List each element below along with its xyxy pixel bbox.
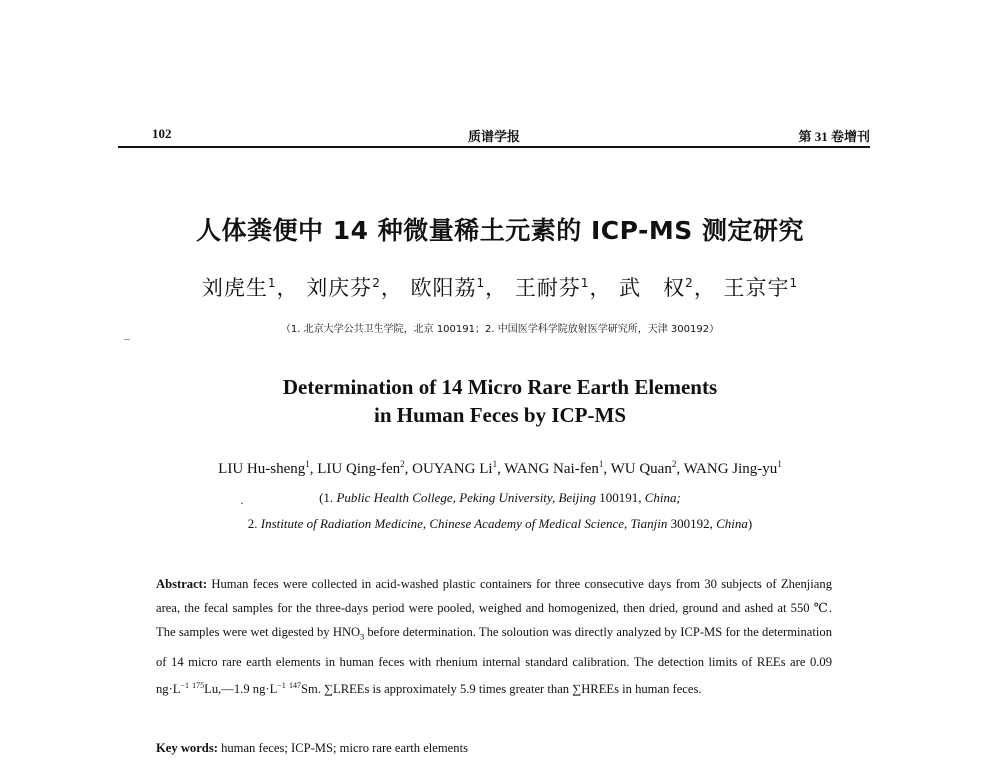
abstract-text: Lu,—1.9 ng·L xyxy=(204,681,278,696)
english-title-line-1: Determination of 14 Micro Rare Earth Elements xyxy=(282,375,718,399)
author-affiliation-mark: 2 xyxy=(685,276,694,290)
author-affiliation-mark: 1 xyxy=(580,276,590,290)
author-name: WU Quan xyxy=(610,461,672,477)
volume-info: 第 31 卷增刊 xyxy=(798,129,870,144)
author-affiliation-mark: 1 xyxy=(267,276,277,290)
author-affiliation-mark: 1 xyxy=(789,276,799,290)
abstract xyxy=(156,572,832,701)
author-name: LIU Qing-fen xyxy=(317,461,401,477)
chinese-authors: 刘虎生$^1$， 刘庆芬$^2$， 欧阳荔$^1$， 王耐芬$^1$， 武 权$^2$， 王京宇$^1$ xyxy=(201,276,799,300)
page-number: 102 xyxy=(152,126,172,141)
abstract-text: Human feces were collected in acid-washed plastic containers for three consecutive days from 30 subjects of Zhenjiang area, the fecal samples for the three-days period were pooled, weighed and homogenized, then dried, ground and ashed at 550 ℃. The samples were wet digested by HNO xyxy=(156,577,832,639)
english-title-line-2: in Human Feces by ICP-MS xyxy=(374,403,626,427)
superscript: −1 xyxy=(277,680,286,690)
author-name: 欧阳荔 xyxy=(410,276,477,300)
author-name: 王京宇 xyxy=(723,276,790,300)
author-affiliation-mark: 1 xyxy=(777,459,782,469)
keywords xyxy=(156,741,832,756)
isotope-mass: 147 xyxy=(288,680,301,690)
keywords-label: Key words: xyxy=(156,741,218,755)
english-affiliation-2 xyxy=(0,516,1000,532)
affiliation-text: Institute of Radiation Medicine, Chinese Academy of Medical Science, Tianjin xyxy=(260,516,668,531)
chinese-affiliation: （1. 北京大学公共卫生学院，北京 100191；2. 中国医学科学院放射医学研究所，天津 300192） xyxy=(280,324,720,335)
superscript: −1 xyxy=(180,680,189,690)
author-name: 刘虎生 xyxy=(201,276,268,300)
affiliation-suffix: ) xyxy=(747,516,753,531)
author-name: WANG Jing-yu xyxy=(683,461,778,477)
header-rule xyxy=(118,146,870,148)
author-name: WANG Nai-fen xyxy=(504,461,599,477)
stray-mark: · xyxy=(240,496,244,510)
author-affiliation-mark: 2 xyxy=(400,459,405,469)
postal-code: 300192, xyxy=(667,516,717,531)
author-affiliation-mark: 1 xyxy=(492,459,498,469)
english-title xyxy=(0,373,1000,429)
author-name: LIU Hu-sheng xyxy=(218,461,306,477)
author-affiliation-mark: 2 xyxy=(372,276,381,290)
author-affiliation-mark: 1 xyxy=(598,459,604,469)
author-affiliation-mark: 1 xyxy=(476,276,486,290)
author-affiliation-mark: 1 xyxy=(305,459,310,469)
keywords-text: human feces; ICP-MS; micro rare earth elements xyxy=(217,741,468,755)
chinese-title: 人体粪便中 14 种微量稀土元素的 ICP-MS 测定研究 xyxy=(196,216,804,245)
author-name: 王耐芬 xyxy=(514,276,581,300)
isotope-mass: 175 xyxy=(192,680,205,690)
affiliation-country: China xyxy=(716,516,748,531)
postal-code: 100191, xyxy=(596,490,645,505)
author-name: 武 权 xyxy=(619,276,686,300)
english-authors: LIU Hu-sheng$^1$, LIU Qing-fen$^2$, OUYANG Li$^1$, WANG Nai-fen$^1$, WU Quan$^2$, WANG Jing-$yu^1$ xyxy=(218,459,782,477)
author-name: OUYANG Li xyxy=(412,461,493,477)
abstract-text: Sm. ∑LREEs is approximately 5.9 times greater than ∑HREEs in human feces. xyxy=(300,681,702,696)
affiliation-prefix: (1. xyxy=(319,490,337,505)
affiliation-country: China; xyxy=(644,490,681,505)
abstract-text: before determination. The soloution was directly analyzed by ICP-MS for the determination of 14 micro rare earth elements in human feces with rhenium internal standard calibration. The detection limits of REEs are 0.09 ng·L xyxy=(156,625,832,696)
english-affiliation-1 xyxy=(0,490,1000,506)
author-name: 刘庆芬 xyxy=(306,276,373,300)
subscript: 3 xyxy=(360,632,365,642)
affiliation-text: Public Health College, Peking University, Beijing xyxy=(336,490,597,505)
affiliation-prefix: 2. xyxy=(247,516,261,531)
journal-name: 质谱学报 xyxy=(467,129,520,144)
margin-tick xyxy=(124,339,130,340)
author-affiliation-mark: 2 xyxy=(671,459,677,469)
abstract-label: Abstract: xyxy=(156,577,208,591)
running-header xyxy=(118,126,870,146)
